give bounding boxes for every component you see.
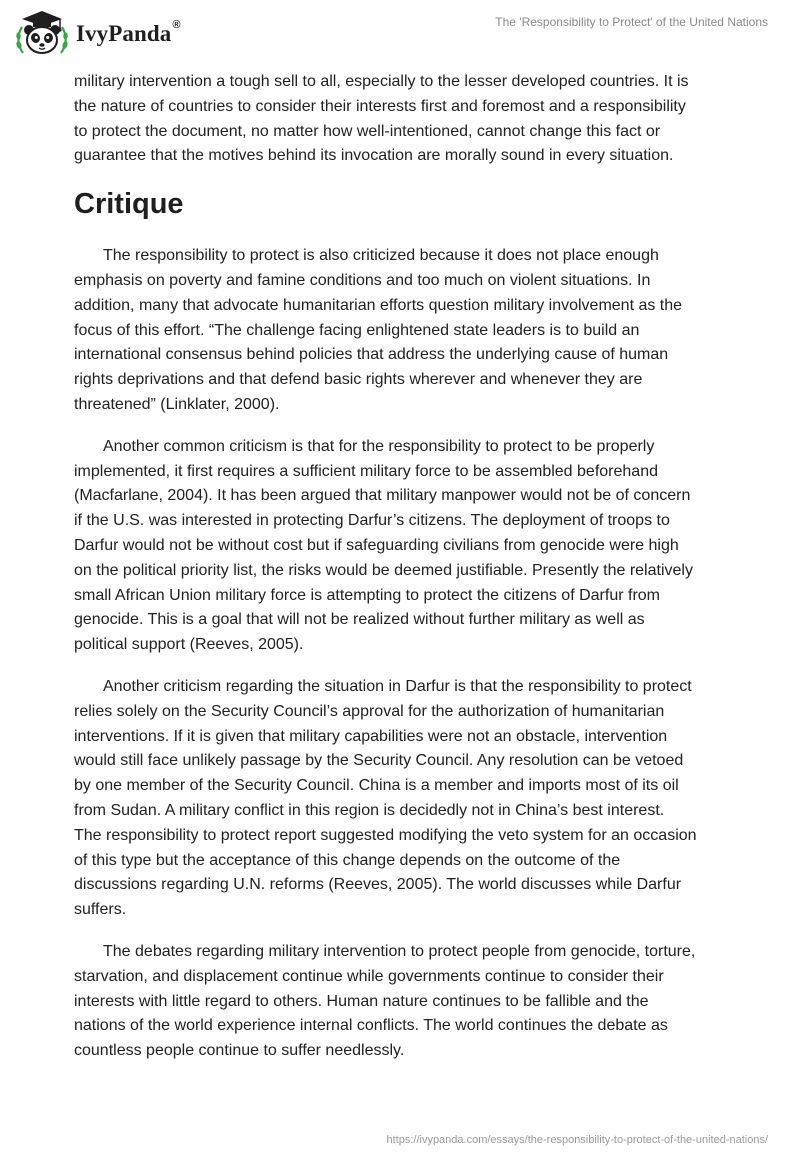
source-url[interactable]: https://ivypanda.com/essays/the-responsibility-to-protect-of-the-united-nations/	[386, 1134, 768, 1146]
text-line: small African Union military force is attempting to protect the citizens of Darfur from	[74, 586, 660, 604]
text-line: rights deprivations and that defend basic rights wherever and whenever they are	[74, 371, 643, 389]
text-line: Darfur would not be without cost but if safeguarding civilians from genocide were high	[74, 536, 679, 554]
registered-mark: ®	[172, 19, 181, 32]
text-line: political support (Reeves, 2005).	[74, 636, 304, 654]
text-line: countless people continue to suffer needlessly.	[74, 1042, 405, 1060]
text-line: The debates regarding military intervention to protect people from genocide, torture,	[103, 942, 696, 960]
article-body	[74, 70, 734, 1081]
text-line: (Macfarlane, 2004). It has been argued that military manpower would not be of concern	[74, 487, 691, 505]
paragraph-1	[74, 244, 734, 418]
text-line: addition, many that advocate humanitarian efforts question military involvement as the	[74, 296, 683, 314]
panda-graduate-icon	[14, 9, 70, 57]
text-line: threatened” (Linklater, 2000).	[74, 395, 280, 413]
text-line: to protect the document, no matter how well-intentioned, cannot change this fact or	[74, 122, 661, 140]
text-line: Another criticism regarding the situation in Darfur is that the responsibility to protect	[103, 677, 692, 695]
section-heading-critique: Critique	[74, 188, 184, 221]
text-line: emphasis on poverty and famine conditions and too much on violent situations. In	[74, 271, 651, 289]
text-line: the nature of countries to consider their interests first and foremost and a responsibility	[74, 97, 686, 115]
text-line: suffers.	[74, 901, 127, 919]
paragraph-2	[74, 435, 734, 658]
text-line: genocide. This is a goal that will not be realized without further military as well as	[74, 611, 645, 629]
text-line: The responsibility to protect is also criticized because it does not place enough	[103, 247, 659, 265]
text-line: Another common criticism is that for the responsibility to protect to be properly	[103, 437, 655, 455]
text-line: The responsibility to protect report suggested modifying the veto system for an occasion	[74, 826, 697, 844]
brand-name: IvyPanda®	[76, 19, 181, 46]
text-line: relies solely on the Security Council’s approval for the authorization of humanitarian	[74, 702, 665, 720]
text-line: of this type but the acceptance of this change depends on the outcome of the	[74, 851, 621, 869]
paragraph-4	[74, 940, 734, 1064]
text-line: implemented, it first requires a sufficient military force to be assembled beforehand	[74, 462, 658, 480]
text-line: discussions regarding U.N. reforms (Reeves, 2005). The world discusses while Darfur	[74, 876, 682, 894]
brand-logo[interactable]	[14, 9, 181, 57]
text-line: international consensus behind policies that address the underlying cause of human	[74, 346, 669, 364]
text-line: interests with little regard to others. Human nature continues to be fallible and the	[74, 992, 649, 1010]
text-line: interventions. If it is given that military capabilities were not an obstacle, intervention	[74, 727, 668, 745]
paragraph-3	[74, 675, 734, 923]
text-line: starvation, and displacement continue while governments continue to consider their	[74, 967, 664, 985]
intro-paragraph	[74, 70, 734, 169]
text-line: on the political priority list, the risks would be deemed justifiable. Presently the relatively	[74, 561, 693, 579]
text-line: focus of this effort. “The challenge facing enlightened state leaders is to build an	[74, 321, 640, 339]
text-line: nations of the world experience internal conflicts. The world continues the debate as	[74, 1017, 668, 1035]
text-line: military intervention a tough sell to all, especially to the lesser developed countries. It is	[74, 73, 689, 90]
text-line: would still face unlikely passage by the Security Council. Any resolution can be vetoed	[74, 752, 684, 770]
text-line: guarantee that the motives behind its invocation are morally sound in every situation.	[74, 147, 674, 165]
text-line: if the U.S. was interested in protecting Darfur’s citizens. The deployment of troops to	[74, 512, 670, 530]
text-line: from Sudan. A military conflict in this region is decidedly not in China’s best interest.	[74, 801, 665, 819]
text-line: by one member of the Security Council. China is a member and imports most of its oil	[74, 777, 679, 795]
page-header	[0, 0, 800, 64]
document-title: The 'Responsibility to Protect' of the United Nations	[495, 15, 768, 29]
